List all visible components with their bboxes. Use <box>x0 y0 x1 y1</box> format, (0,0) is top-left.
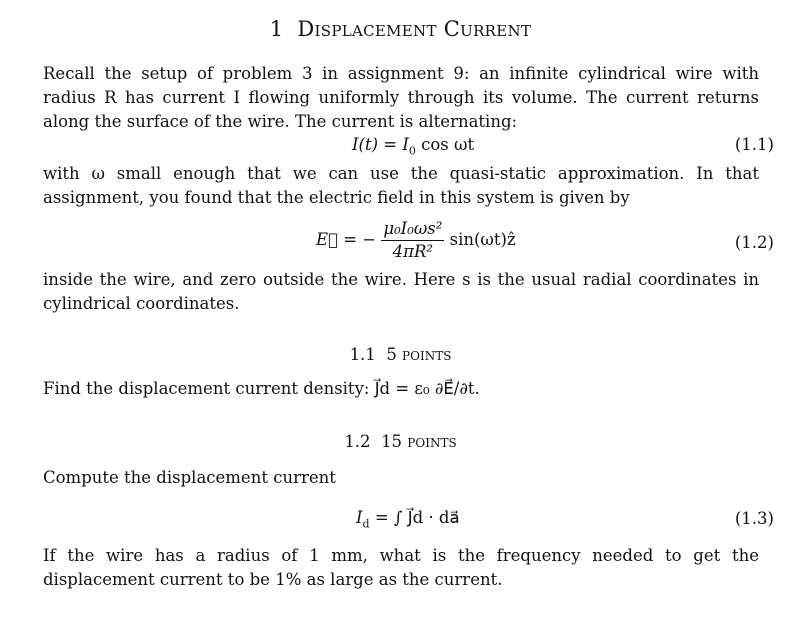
inside-wire-paragraph: inside the wire, and zero outside the wire. Here s is the usual radial coordinates in cylindrical coordinates. <box>43 270 759 313</box>
equation-1-3 <box>356 506 460 536</box>
subsection-1-1-heading <box>0 343 801 367</box>
eq2-fraction <box>381 218 444 263</box>
subsection-1-2-label: 15 points <box>381 432 457 451</box>
eq2-lhs: E⃗ = − <box>316 230 377 249</box>
subsection-1-1-number: 1.1 <box>349 345 376 364</box>
frequency-paragraph: If the wire has a radius of 1 mm, what is the frequency needed to get the displacement current to be 1% as large as the current. <box>43 546 759 589</box>
eq3-rhs: = ∫ J⃗d · da⃗ <box>374 508 460 527</box>
eq1-lhs: I(t) = I <box>352 135 409 154</box>
equation-1-1-number: (1.1) <box>734 135 774 154</box>
section-heading <box>0 14 801 44</box>
intro-paragraph: Recall the setup of problem 3 in assignment 9: an infinite cylindrical wire with radius R has current I flowing uniformly through its volume. The current returns along the surface of the wire. The current is alternating: <box>43 64 759 131</box>
equation-1-2-number: (1.2) <box>734 233 774 252</box>
eq2-numerator: μ₀I₀ωs² <box>381 218 444 241</box>
subsection-1-1-label: 5 points <box>386 345 452 364</box>
section-number: 1 <box>269 17 284 41</box>
subsection-1-2-heading <box>0 430 801 454</box>
density-paragraph: Find the displacement current density: J⃗d = ε₀ ∂E⃗/∂t. <box>43 379 480 398</box>
subsection-1-2-number: 1.2 <box>344 432 371 451</box>
eq2-rhs: sin(ωt)ẑ <box>449 230 516 249</box>
equation-1-2 <box>316 218 516 263</box>
compute-paragraph: Compute the displacement current <box>43 468 336 487</box>
eq3-lhs: I <box>356 508 363 527</box>
equation-1-3-number: (1.3) <box>734 509 774 528</box>
eq2-denominator: 4πR² <box>392 242 434 261</box>
eq1-sub: 0 <box>408 144 416 158</box>
equation-1-1 <box>352 133 474 163</box>
section-title: Displacement Current <box>297 17 532 41</box>
eq1-rhs: cos ωt <box>421 135 475 154</box>
field-paragraph: with ω small enough that we can use the quasi-static approximation. In that assignment, you found that the electric field in this system is given by <box>43 164 759 207</box>
eq3-sub: d <box>362 517 370 531</box>
